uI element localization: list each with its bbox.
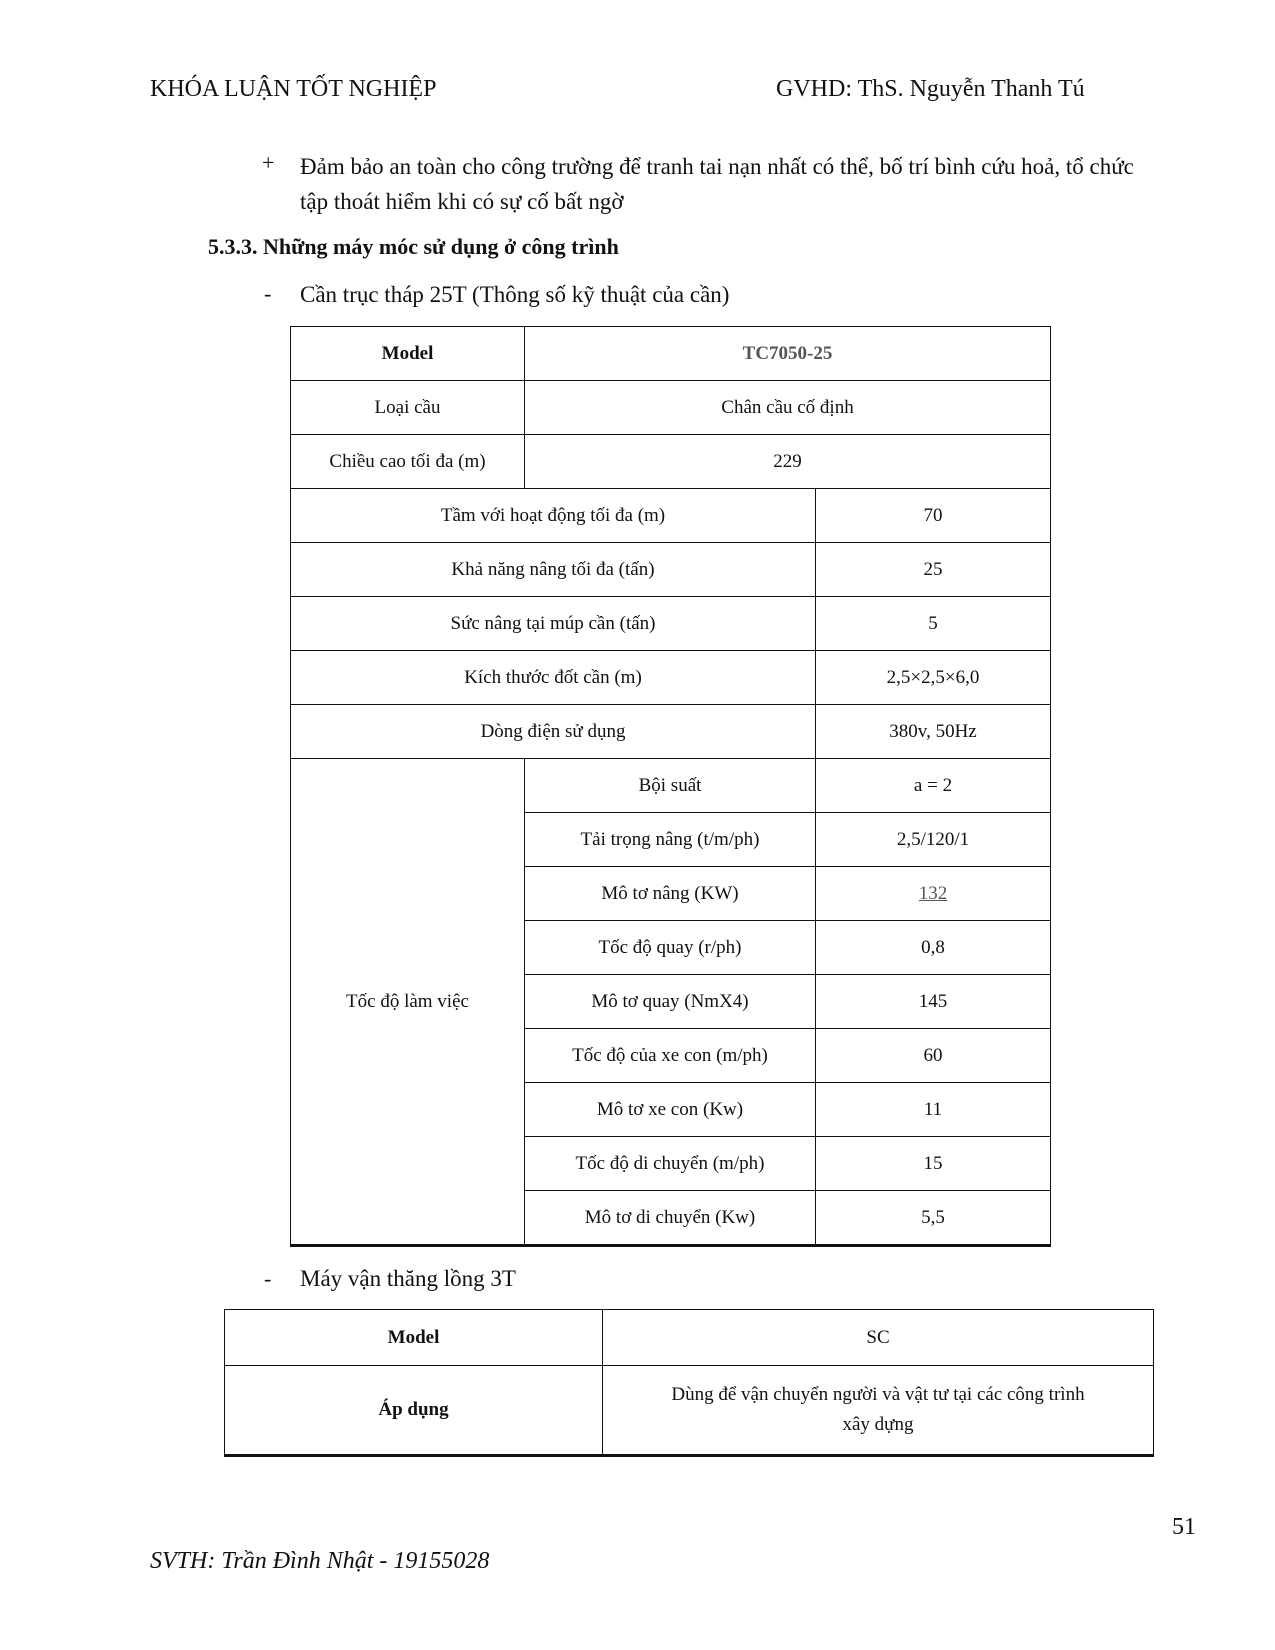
application-label-cell: Áp dụng (225, 1366, 603, 1456)
row-value: 5,5 (816, 1191, 1051, 1246)
application-value-cell (603, 1366, 1154, 1456)
model-value-cell: SC (603, 1310, 1154, 1366)
row-value: 2,5×2,5×6,0 (816, 651, 1051, 705)
crane-spec-table (290, 326, 1051, 1247)
row-label: Loại cầu (291, 381, 525, 435)
item-crane-label: Cần trục tháp 25T (Thông số kỹ thuật của cần) (300, 282, 730, 307)
section-heading: 5.3.3. Những máy móc sử dụng ở công trình (208, 234, 619, 259)
row-value: Chân cầu cố định (525, 381, 1051, 435)
application-value-line1: Dùng để vận chuyển người và vật tư tại các công trình (671, 1384, 1085, 1405)
header-advisor: GVHD: ThS. Nguyễn Thanh Tú (776, 76, 1085, 102)
row-value: 60 (816, 1029, 1051, 1083)
dash-bullet-icon: - (264, 281, 272, 306)
table-row (291, 381, 1051, 435)
table-row (291, 327, 1051, 381)
table-row (291, 435, 1051, 489)
row-value: 145 (816, 975, 1051, 1029)
row-label: Chiều cao tối đa (m) (291, 435, 525, 489)
group-label-cell: Tốc độ làm việc (291, 759, 525, 1246)
model-label-cell: Model (225, 1310, 603, 1366)
row-value: 25 (816, 543, 1051, 597)
plus-bullet-icon: + (262, 150, 275, 175)
table-row (291, 651, 1051, 705)
row-label: Khả năng nâng tối đa (tấn) (291, 543, 816, 597)
row-label: Tốc độ quay (r/ph) (525, 921, 816, 975)
row-label: Bội suất (525, 759, 816, 813)
row-label: Tầm với hoạt động tối đa (m) (291, 489, 816, 543)
item-hoist-label: Máy vận thăng lồng 3T (300, 1266, 516, 1291)
row-label: Dòng điện sử dụng (291, 705, 816, 759)
row-value: 70 (816, 489, 1051, 543)
table-row (291, 705, 1051, 759)
row-value: 132 (816, 867, 1051, 921)
row-value: 15 (816, 1137, 1051, 1191)
model-label-cell: Model (291, 327, 525, 381)
bullet-text-line2: tập thoát hiểm khi có sự cố bất ngờ (300, 189, 624, 214)
row-label: Kích thước đốt cần (m) (291, 651, 816, 705)
row-label: Mô tơ di chuyển (Kw) (525, 1191, 816, 1246)
table-row (291, 759, 1051, 813)
row-label: Tốc độ di chuyển (m/ph) (525, 1137, 816, 1191)
row-label: Mô tơ quay (NmX4) (525, 975, 816, 1029)
table-row (225, 1310, 1154, 1366)
model-value-cell: TC7050-25 (525, 327, 1051, 381)
bullet-text-line1: Đảm bảo an toàn cho công trường để tranh tai nạn nhất có thể, bố trí bình cứu hoả, tổ chức (300, 154, 1134, 179)
table-row (291, 597, 1051, 651)
hoist-spec-table (224, 1309, 1154, 1457)
row-label: Tải trọng nâng (t/m/ph) (525, 813, 816, 867)
row-value: 229 (525, 435, 1051, 489)
application-value-line2: xây dựng (842, 1414, 914, 1435)
table-row (291, 489, 1051, 543)
row-value: a = 2 (816, 759, 1051, 813)
row-value: 11 (816, 1083, 1051, 1137)
table-row (225, 1366, 1154, 1456)
header-title: KHÓA LUẬN TỐT NGHIỆP (150, 76, 437, 102)
row-value: 2,5/120/1 (816, 813, 1051, 867)
row-label: Sức nâng tại múp cần (tấn) (291, 597, 816, 651)
footer-student: SVTH: Trần Đình Nhật - 19155028 (150, 1548, 490, 1574)
dash-bullet-icon: - (264, 1266, 272, 1291)
row-value: 0,8 (816, 921, 1051, 975)
row-label: Tốc độ của xe con (m/ph) (525, 1029, 816, 1083)
row-label: Mô tơ xe con (Kw) (525, 1083, 816, 1137)
row-value: 5 (816, 597, 1051, 651)
row-value: 380v, 50Hz (816, 705, 1051, 759)
row-label: Mô tơ nâng (KW) (525, 867, 816, 921)
page-number: 51 (1172, 1514, 1196, 1540)
table-row (291, 543, 1051, 597)
